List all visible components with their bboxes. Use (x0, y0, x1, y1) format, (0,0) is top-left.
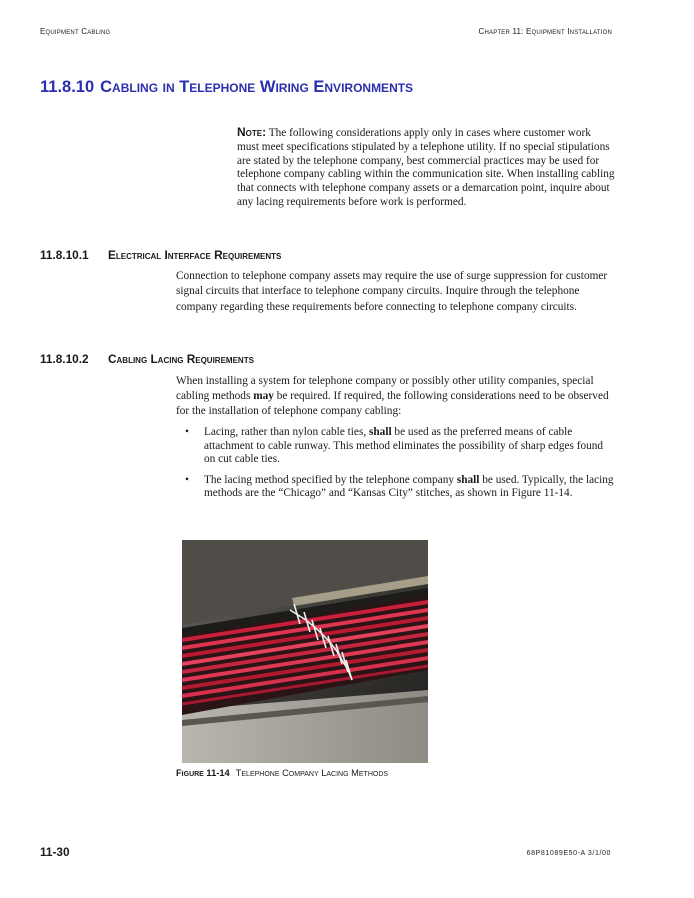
figure-caption (176, 768, 616, 778)
figure-title: Telephone Company Lacing Methods (235, 768, 389, 778)
running-header-right: Chapter 11: Equipment Installation (478, 27, 612, 36)
list-text-b: be used as the preferred means of cable attachment to cable runway. This method eliminates the possibility of sharp edges found on cut cable ties. (204, 426, 604, 466)
section-title: Cabling in Telephone Wiring Environments (100, 78, 414, 96)
subsection-number-2: 11.8.10.2 (40, 352, 89, 366)
intro-text-a: When installing a system for telephone company or possibly other utility companies, special cabling methods (176, 375, 594, 402)
list-text-a: The lacing method specified by the telephone company (204, 473, 457, 486)
note-text: The following considerations apply only in cases where customer work must meet specifications stipulated by a telephone utility. If no special stipulations are stated by the telephone company, best commercial practices may be used for telephone company cabling within the communication site. When installing cabling that connects with telephone company assets or a demarcation point, inquire about any lacing requirements before work is performed. (237, 127, 615, 208)
intro-text-b: be required. If required, the following considerations need to be observed for the installation of telephone company cabling: (176, 390, 609, 417)
bullet-icon: • (185, 426, 189, 438)
subsection-body-1: Connection to telephone company assets may require the use of surge suppression for customer signal circuits that interface to telephone company circuits. Inquire through the telephone company regarding these requirements before connecting to telephone company circuits. (176, 270, 608, 313)
note-label: Note: (237, 125, 267, 139)
running-header-left: Equipment Cabling (40, 27, 111, 36)
subsection-intro-2 (176, 374, 616, 419)
intro-emphasis: may (253, 390, 274, 402)
document-id: 68P81089E50-A 3/1/00 (526, 850, 611, 857)
cable-lacing-photo (182, 540, 428, 763)
subsection-title-2: Cabling Lacing Requirements (108, 352, 254, 366)
note-block (237, 126, 615, 210)
list-item (176, 474, 616, 501)
figure-number: Figure 11-14 (176, 768, 230, 778)
subsection-heading-1 (40, 248, 660, 262)
list-text-b: be used. Typically, the lacing methods are the “Chicago” and “Kansas City” stitches, as shown in Figure 11-14. (204, 473, 614, 500)
section-heading (40, 78, 660, 97)
list-emphasis: shall (369, 426, 392, 438)
subsection-number-1: 11.8.10.1 (40, 248, 89, 262)
list-emphasis: shall (456, 473, 480, 486)
list-text-a: Lacing, rather than nylon cable ties, (204, 426, 369, 438)
subsection-heading-2 (40, 352, 660, 366)
page-number: 11-30 (40, 845, 70, 859)
bullet-icon: • (185, 473, 189, 486)
subsection-title-1: Electrical Interface Requirements (108, 248, 282, 262)
section-number: 11.8.10 (40, 78, 95, 96)
list-item (176, 426, 616, 467)
requirements-list (176, 426, 616, 508)
